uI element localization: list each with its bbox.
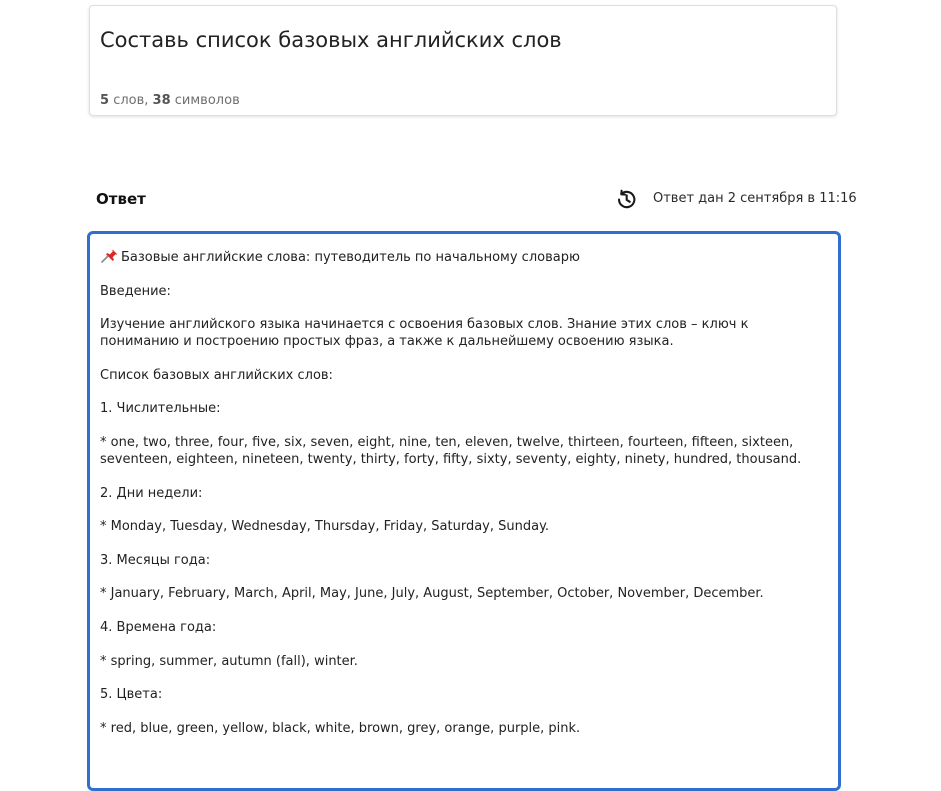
pushpin-icon: [100, 249, 118, 263]
section-title: 5. Цвета:: [100, 687, 163, 703]
word-label: слов,: [113, 93, 149, 108]
list-label: Список базовых английских слов:: [100, 367, 333, 383]
char-count: 38: [152, 93, 171, 108]
answer-label: Ответ: [96, 190, 146, 208]
section-items: * Monday, Tuesday, Wednesday, Thursday, Friday, Saturday, Sunday.: [100, 519, 550, 535]
answer-heading-text: Базовые английские слова: путеводитель по начальному словарю: [121, 250, 580, 265]
section-items: * red, blue, green, yellow, black, white, brown, grey, orange, purple, pink.: [100, 720, 581, 736]
prompt-text: Составь список базовых английских слов: [100, 28, 562, 52]
intro-text: Изучение английского языка начинается с освоения базовых слов. Знание этих слов – ключ к пониманию и построению простых фраз, а также к дальнейшему освоению языка.: [100, 317, 749, 350]
answer-heading: [100, 249, 825, 266]
history-icon[interactable]: [615, 188, 638, 211]
section-title: 4. Времена года:: [100, 619, 217, 635]
section-title: 1. Числительные:: [100, 401, 221, 417]
answer-content: [100, 249, 825, 753]
section-items: * one, two, three, four, five, six, seven, eight, nine, ten, eleven, twelve, thirteen, fourteen, fifteen, sixteen, seventeen, eighteen, nineteen, twenty, thirty, forty, fifty, sixty, seventy, eighty, ninety, hundred, thousand.: [100, 434, 802, 467]
section-title: 3. Месяцы года:: [100, 552, 211, 568]
answer-date: Ответ дан 2 сентября в 11:16: [653, 191, 857, 206]
prompt-card: [89, 5, 837, 116]
section-title: 2. Дни недели:: [100, 485, 203, 501]
prompt-stats: [100, 93, 240, 108]
section-items: * January, February, March, April, May, June, July, August, September, October, November, December.: [100, 586, 764, 602]
section-items: * spring, summer, autumn (fall), winter.: [100, 653, 358, 669]
intro-label: Введение:: [100, 283, 171, 299]
word-count: 5: [100, 93, 110, 108]
char-label: символов: [174, 93, 240, 108]
answer-box[interactable]: [87, 231, 841, 791]
